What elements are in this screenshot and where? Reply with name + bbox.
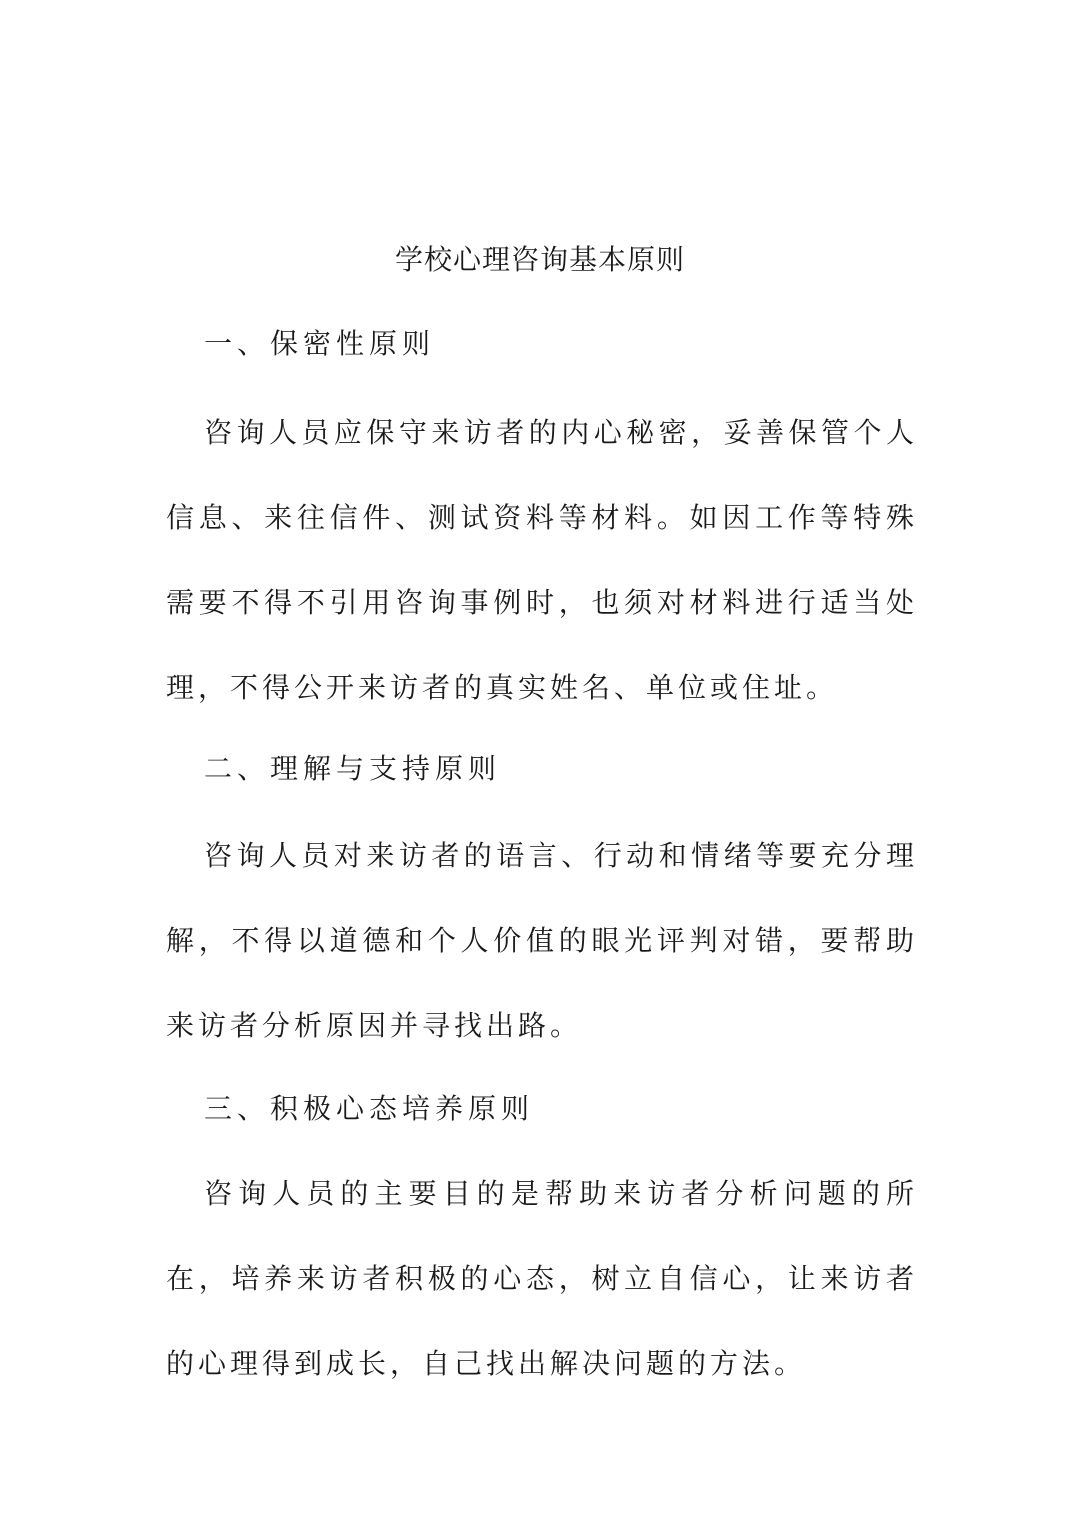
- section-body-understanding-support: 咨询人员对来访者的语言、行动和情绪等要充分理解，不得以道德和个人价值的眼光评判对错，要帮助来访者分析原因并寻找出路。: [166, 839, 918, 1042]
- section-body-positive-mindset: 咨询人员的主要目的是帮助来访者分析问题的所在，培养来访者积极的心态，树立自信心，让来访者的心理得到成长，自己找出解决问题的方法。: [166, 1177, 918, 1380]
- section-heading-confidentiality: 一、保密性原则: [204, 327, 436, 360]
- section-body-confidentiality: 咨询人员应保守来访者的内心秘密，妥善保管个人信息、来往信件、测试资料等材料。如因工作等特殊需要不得不引用咨询事例时，也须对材料进行适当处理，不得公开来访者的真实姓名、单位或住址。: [166, 416, 918, 704]
- section-heading-positive-mindset: 三、积极心态培养原则: [204, 1092, 535, 1125]
- section-heading-understanding-support: 二、理解与支持原则: [204, 752, 502, 785]
- document-title: 学校心理咨询基本原则: [394, 243, 685, 276]
